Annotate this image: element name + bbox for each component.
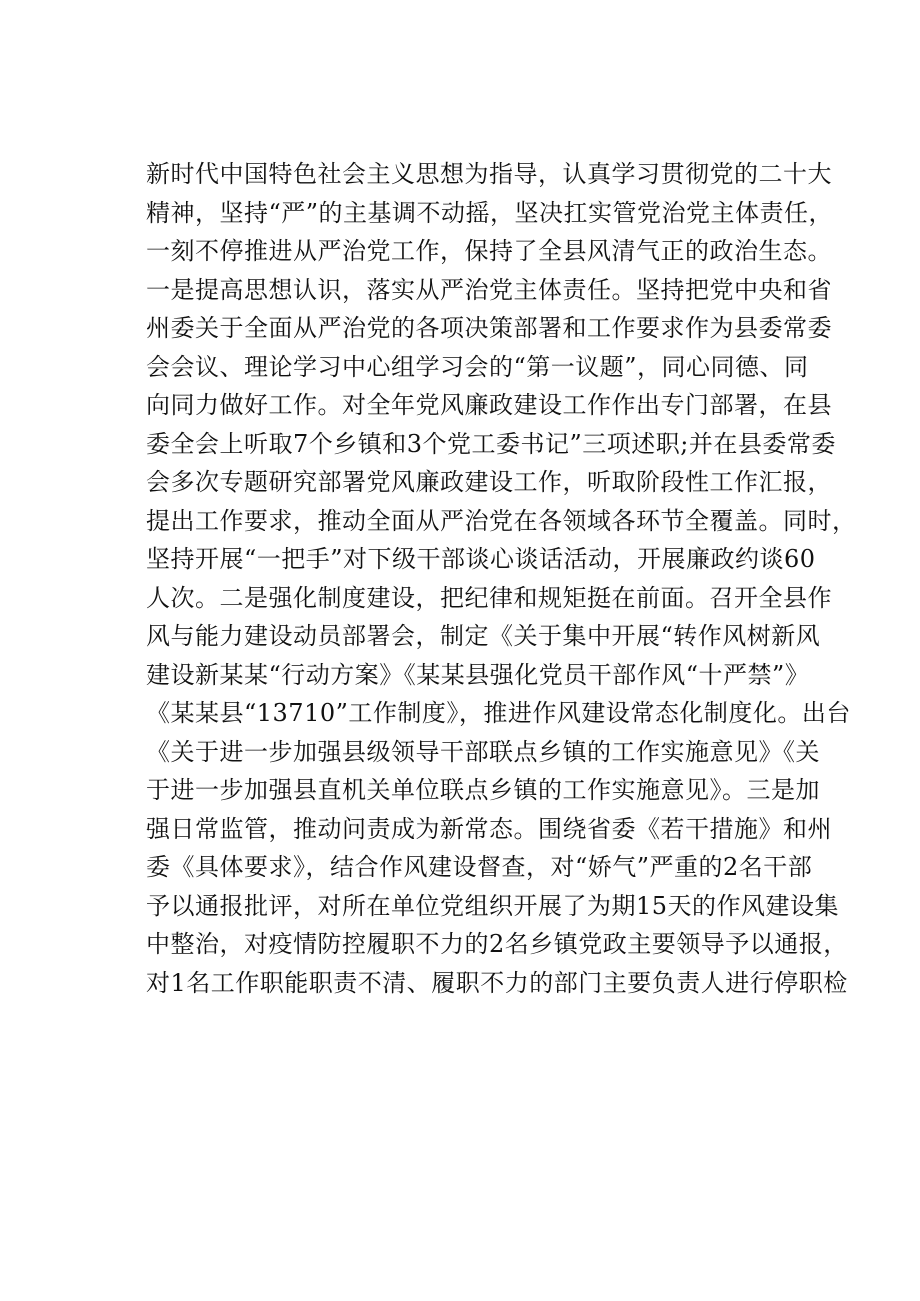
text-line: 对1名工作职能职责不清、履职不力的部门主要负责人进行停职检 (146, 968, 848, 997)
text-line: 会会议、理论学习中心组学习会的“第一议题”，同心同德、同 (146, 352, 809, 381)
text-line: 向同力做好工作。对全年党风廉政建设工作作出专门部署，在县 (146, 391, 832, 419)
text-line: 州委关于全面从严治党的各项决策部署和工作要求作为县委常委 (146, 314, 832, 342)
text-line: 委全会上听取7个乡镇和3个党工委书记”三项述职;并在县委常委 (146, 429, 836, 458)
text-line: 予以通报批评，对所在单位党组织开展了为期15天的作风建设集 (146, 891, 840, 920)
text-line: 《某某县“13710”工作制度》，推进作风建设常态化制度化。出台 (146, 699, 851, 727)
text-line: 新时代中国特色社会主义思想为指导，认真学习贯彻党的二十大 (146, 160, 832, 188)
text-line: 于进一步加强县直机关单位联点乡镇的工作实施意见》。三是加 (146, 776, 820, 804)
text-line: 人次。二是强化制度建设，把纪律和规矩挺在前面。召开全县作 (146, 583, 832, 612)
text-line: 一刻不停推进从严治党工作，保持了全县风清气正的政治生态。 (146, 237, 832, 265)
text-line: 强日常监管，推动问责成为新常态。围绕省委《若干措施》和州 (146, 814, 832, 843)
text-line: 精神，坚持“严”的主基调不动摇，坚决扛实管党治党主体责任， (146, 198, 834, 227)
text-line: 坚持开展“一把手”对下级干部谈心谈话活动，开展廉政约谈60 (146, 545, 816, 573)
text-line: 建设新某某“行动方案》《某某县强化党员干部作风“十严禁”》 (146, 660, 810, 689)
text-line: 一是提高思想认识，落实从严治党主体责任。坚持把党中央和省 (146, 275, 832, 304)
text-line: 提出工作要求，推动全面从严治党在各领域各环节全覆盖。同时， (146, 506, 857, 535)
text-line: 会多次专题研究部署党风廉政建设工作，听取阶段性工作汇报， (146, 468, 832, 496)
text-line: 《关于进一步加强县级领导干部联点乡镇的工作实施意见》《关 (146, 737, 820, 766)
text-line: 风与能力建设动员部署会，制定《关于集中开展“转作风树新风 (146, 622, 821, 650)
body-paragraph (146, 155, 857, 1002)
text-line: 中整治，对疫情防控履职不力的2名乡镇党政主要领导予以通报， (146, 930, 848, 958)
text-line: 委《具体要求》，结合作风建设督查，对“娇气”严重的2名干部 (146, 853, 813, 881)
